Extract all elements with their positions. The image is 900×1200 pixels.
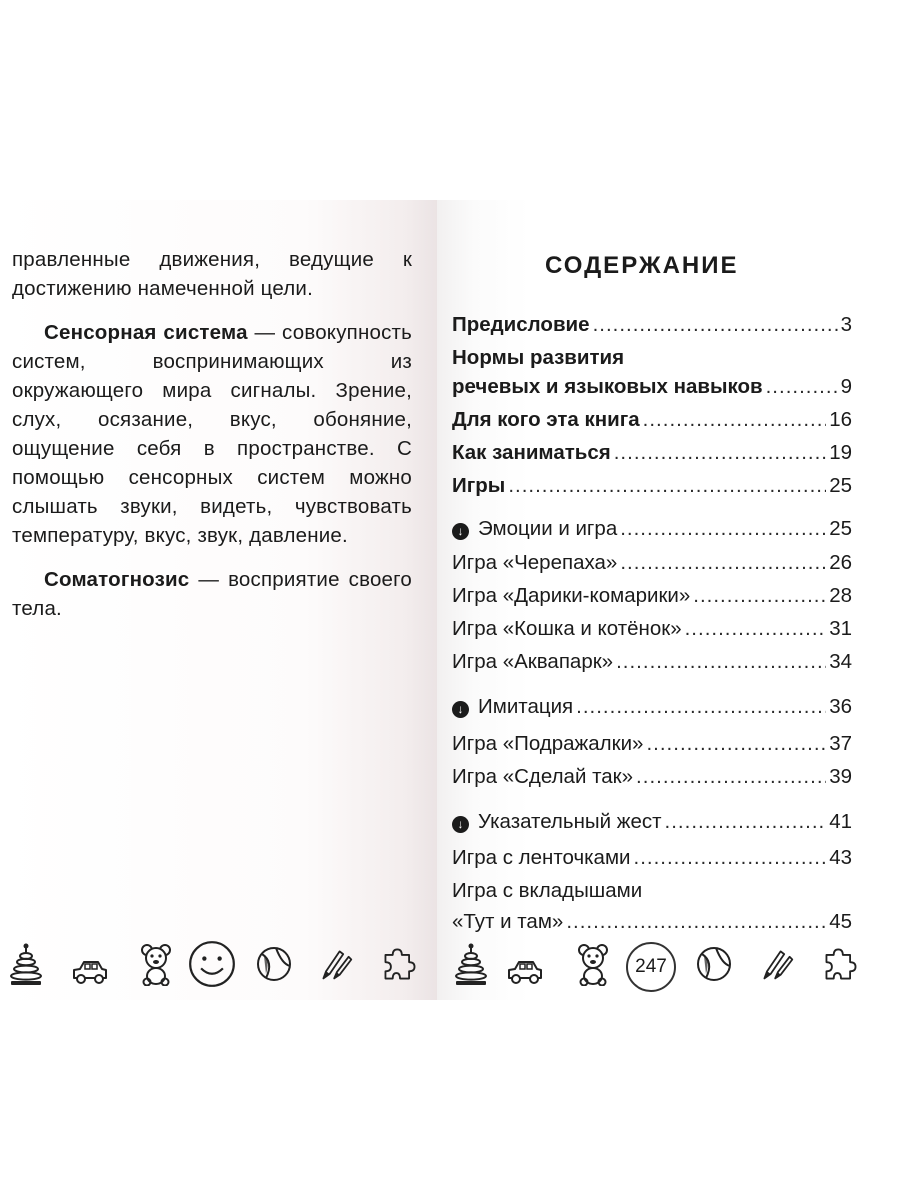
toc-entry-label: Как заниматься (452, 441, 611, 464)
toc-entry[interactable] (452, 469, 852, 502)
toc-entry-label: Игра «Черепаха» (452, 551, 618, 574)
toc-leader-dots (643, 403, 827, 436)
toc-leader-dots (634, 843, 827, 872)
toc-entry[interactable] (452, 308, 852, 341)
toc-entry-label: Игра «Сделай так» (452, 765, 634, 788)
pyramid-toy-icon (453, 942, 489, 986)
toc-entry-page: 37 (829, 732, 852, 755)
toc-entry-page: 45 (829, 910, 852, 933)
toc-entry-page: 25 (829, 474, 852, 497)
toc-entry-page: 3 (840, 313, 852, 336)
teddy-bear-icon (575, 942, 611, 986)
arrow-down-bullet-icon: ↓ (452, 701, 469, 718)
toc-section-heading[interactable] (452, 514, 852, 544)
toc-leader-dots (576, 692, 826, 722)
toc-entry[interactable] (452, 548, 852, 577)
toc-entry-page: 16 (829, 408, 852, 431)
page-number: 247 (626, 942, 676, 992)
toc-entry[interactable] (452, 403, 852, 436)
toc-entry[interactable] (452, 762, 852, 791)
paragraph-somatognosis (12, 565, 412, 623)
arrow-down-bullet-icon: ↓ (452, 816, 469, 833)
book-spread (0, 200, 900, 1000)
paragraph-sensory-system (12, 318, 412, 550)
smiley-face-icon (188, 940, 236, 988)
toc-entry-label: Предисловие (452, 313, 590, 336)
toc-entry-page: 9 (840, 375, 852, 398)
toc-entry[interactable] (452, 729, 852, 758)
toc-entry-page: 34 (829, 650, 852, 673)
toc-entry-page: 36 (829, 695, 852, 718)
car-icon (70, 946, 110, 990)
toc-entry-label: ↓ Эмоции и игра (452, 514, 617, 544)
toc-entry-label: Игра «Кошка и котёнок» (452, 617, 682, 640)
toc-leader-dots (620, 548, 826, 577)
toc-leader-dots (566, 907, 826, 936)
toc-entry-page: 28 (829, 584, 852, 607)
paragraph-continuation: правленные движения, ведущие к достижению намеченной цели. (12, 248, 412, 300)
toc-entry-label: Для кого эта книга (452, 408, 640, 431)
term-sensory-system: Сенсорная система (44, 321, 248, 344)
toc-entry-page: 25 (829, 517, 852, 540)
toc-entry-label: речевых и языковых навыков (452, 375, 763, 398)
toc-entry-label: Игра «Подражалки» (452, 732, 644, 755)
left-page-text (12, 245, 412, 623)
toc-entry-label: Нормы развития (452, 346, 625, 369)
toc-entry-page: 43 (829, 846, 852, 869)
toc-leader-dots (620, 514, 826, 544)
definition-sensory-system: — совокупность систем, воспринимающих из окружающего мира сигналы. Зрение, слух, осязание, вкус, обоняние, ощущение себя в пространстве. С помощью сенсорных систем можно слышать звуки, видеть, чувствовать температуру, вкус, звук, давление. (12, 321, 412, 547)
toc-entry[interactable] (452, 907, 852, 936)
toc-entry[interactable] (452, 647, 852, 676)
toc-entry-page: 31 (829, 617, 852, 640)
toc-entry-page: 39 (829, 765, 852, 788)
toc-entry[interactable] (452, 581, 852, 610)
toc-section-heading[interactable] (452, 692, 852, 722)
term-somatognosis: Соматогнозис (44, 568, 190, 591)
toc-entry-page: 41 (829, 810, 852, 833)
toc-leader-dots (646, 729, 826, 758)
toc-entry[interactable] (452, 614, 852, 643)
teddy-bear-icon (138, 942, 174, 986)
arrow-down-bullet-icon: ↓ (452, 523, 469, 540)
toc-entry-label: «Тут и там» (452, 910, 564, 933)
ball-icon (696, 942, 732, 986)
definition-somatognosis: — восприятие своего тела. (12, 568, 412, 620)
toc-entry-label: ↓ Имитация (452, 692, 573, 722)
toc-leader-dots (693, 581, 826, 610)
toc-entry-label: Игра «Дарики-комарики» (452, 584, 691, 607)
toc-leader-dots (636, 762, 826, 791)
toc-entry[interactable] (452, 370, 852, 403)
toc-entry-label: Игры (452, 474, 506, 497)
toc-title: СОДЕРЖАНИЕ (545, 252, 739, 279)
toc-section-heading[interactable] (452, 807, 852, 837)
toc-entry-page: 19 (829, 441, 852, 464)
toc-entry-label: ↓ Указательный жест (452, 807, 662, 837)
toc-entry[interactable] (452, 436, 852, 469)
ball-icon (256, 942, 292, 986)
pencils-icon (318, 942, 354, 986)
toc-leader-dots (508, 469, 826, 502)
pyramid-toy-icon (8, 942, 44, 986)
toc-entry-page: 26 (829, 551, 852, 574)
toc-entry-multiline[interactable] (452, 876, 852, 905)
toc-leader-dots (766, 370, 838, 403)
toc-entry-label: Игра с вкладышами (452, 879, 643, 902)
toc-entry[interactable] (452, 843, 852, 872)
toc-entry-label: Игра с ленточками (452, 846, 631, 869)
toc-leader-dots (665, 807, 827, 837)
table-of-contents (452, 308, 852, 936)
left-page (0, 200, 437, 1000)
puzzle-piece-icon (380, 942, 420, 986)
pencils-icon (759, 942, 795, 986)
right-page (437, 200, 900, 1000)
puzzle-piece-icon (821, 942, 861, 986)
toc-entry-label: Игра «Аквапарк» (452, 650, 614, 673)
toc-leader-dots (616, 647, 826, 676)
toc-leader-dots (593, 308, 838, 341)
left-footer-icons (0, 942, 437, 992)
toc-leader-dots (614, 436, 826, 469)
toc-leader-dots (685, 614, 827, 643)
car-icon (505, 946, 545, 990)
